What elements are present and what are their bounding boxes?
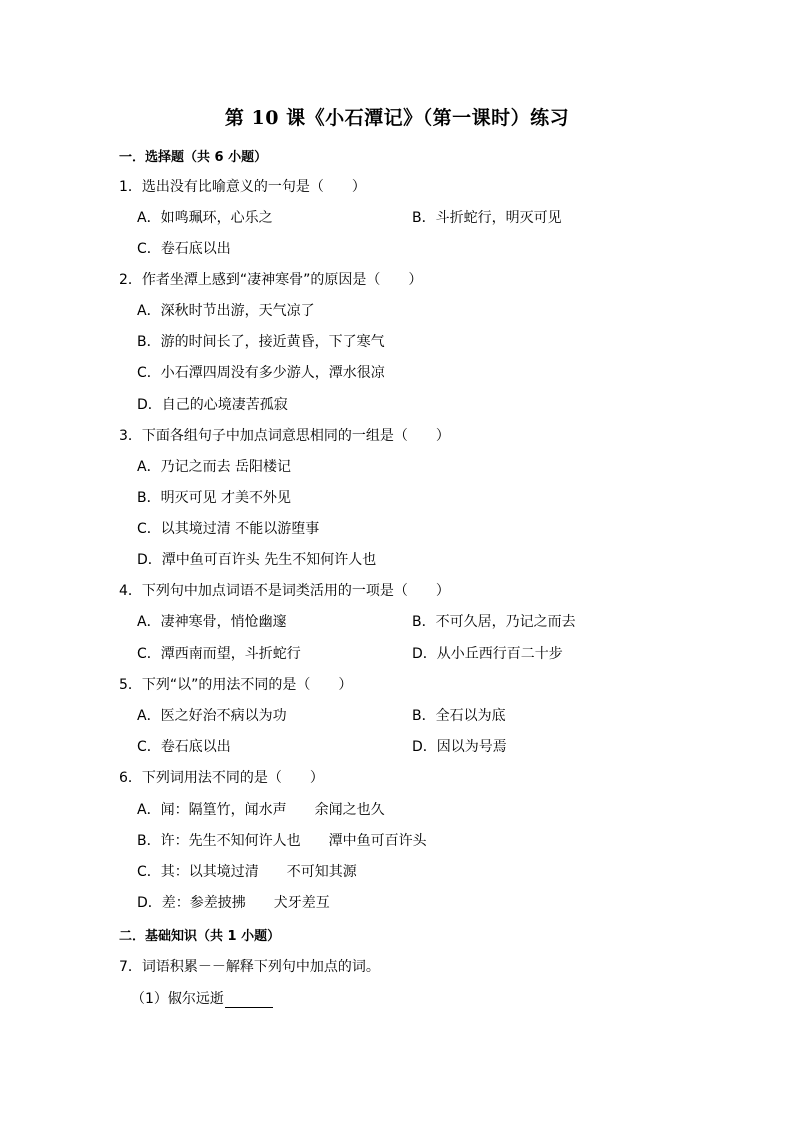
question-2-option-c: C．小石潭四周没有多少游人，潭水很凉 — [137, 365, 385, 381]
question-4-stem: 4．下列句中加点词语不是词类活用的一项是（ ） — [119, 583, 450, 599]
question-6-stem: 6．下列词用法不同的是（ ） — [119, 770, 324, 786]
question-3-stem: 3．下面各组句子中加点词意思相同的一组是（ ） — [119, 428, 450, 444]
question-5-option-c: C．卷石底以出 — [137, 739, 231, 755]
question-5-stem: 5．下列“以”的用法不同的是（ ） — [119, 677, 353, 693]
question-4-option-a: A．凄神寒骨，悄怆幽邃 — [137, 614, 287, 630]
question-1-stem: 1．选出没有比喻意义的一句是（ ） — [119, 179, 366, 195]
question-4-option-c: C．潭西南而望，斗折蛇行 — [137, 646, 301, 662]
question-1-option-a: A．如鸣珮环，心乐之 — [137, 210, 273, 226]
question-1-option-b: B．斗折蛇行，明灭可见 — [412, 210, 562, 226]
question-3-option-c: C．以其境过清 不能以游堕事 — [137, 521, 320, 537]
question-5-option-a: A．医之好治不病以为功 — [137, 708, 287, 724]
question-3-option-b: B．明灭可见 才美不外见 — [137, 490, 292, 506]
question-2-option-d: D．自己的心境凄苦孤寂 — [137, 397, 288, 413]
question-3-option-d: D．潭中鱼可百许头 先生不知何许人也 — [137, 552, 377, 568]
page-title: 第 10 课《小石潭记》（第一课时）练习 — [224, 107, 570, 129]
question-2-option-b: B．游的时间长了，接近黄昏，下了寒气 — [137, 334, 385, 350]
section-heading-basics: 二．基础知识（共 1 小题） — [119, 929, 281, 944]
question-3-option-a: A．乃记之而去 岳阳楼记 — [137, 459, 292, 475]
question-5-option-d: D．因以为号焉 — [412, 739, 507, 755]
question-2-stem: 2．作者坐潭上感到“凄神寒骨”的原因是（ ） — [119, 272, 423, 288]
question-7-stem: 7．词语积累－－解释下列句中加点的词。 — [119, 959, 380, 975]
question-4-option-b: B．不可久居，乃记之而去 — [412, 614, 576, 630]
question-6-option-d: D．差：参差披拂 犬牙差互 — [137, 895, 330, 911]
question-6-option-c: C．其：以其境过清 不可知其源 — [137, 864, 357, 880]
question-7-sub-1-text: （1）俶尔远逝 — [131, 991, 224, 1007]
question-6-option-a: A．闻：隔篁竹，闻水声 余闻之也久 — [137, 802, 385, 818]
question-1-option-c: C．卷石底以出 — [137, 241, 231, 257]
section-heading-choice: 一．选择题（共 6 小题） — [119, 150, 268, 165]
question-7-sub-1 — [131, 988, 273, 1008]
question-4-option-d: D．从小丘西行百二十步 — [412, 646, 563, 662]
question-5-option-b: B．全石以为底 — [412, 708, 506, 724]
question-2-option-a: A．深秋时节出游，天气凉了 — [137, 303, 315, 319]
answer-blank[interactable] — [225, 993, 273, 1008]
question-6-option-b: B．许：先生不知何许人也 潭中鱼可百许头 — [137, 833, 427, 849]
